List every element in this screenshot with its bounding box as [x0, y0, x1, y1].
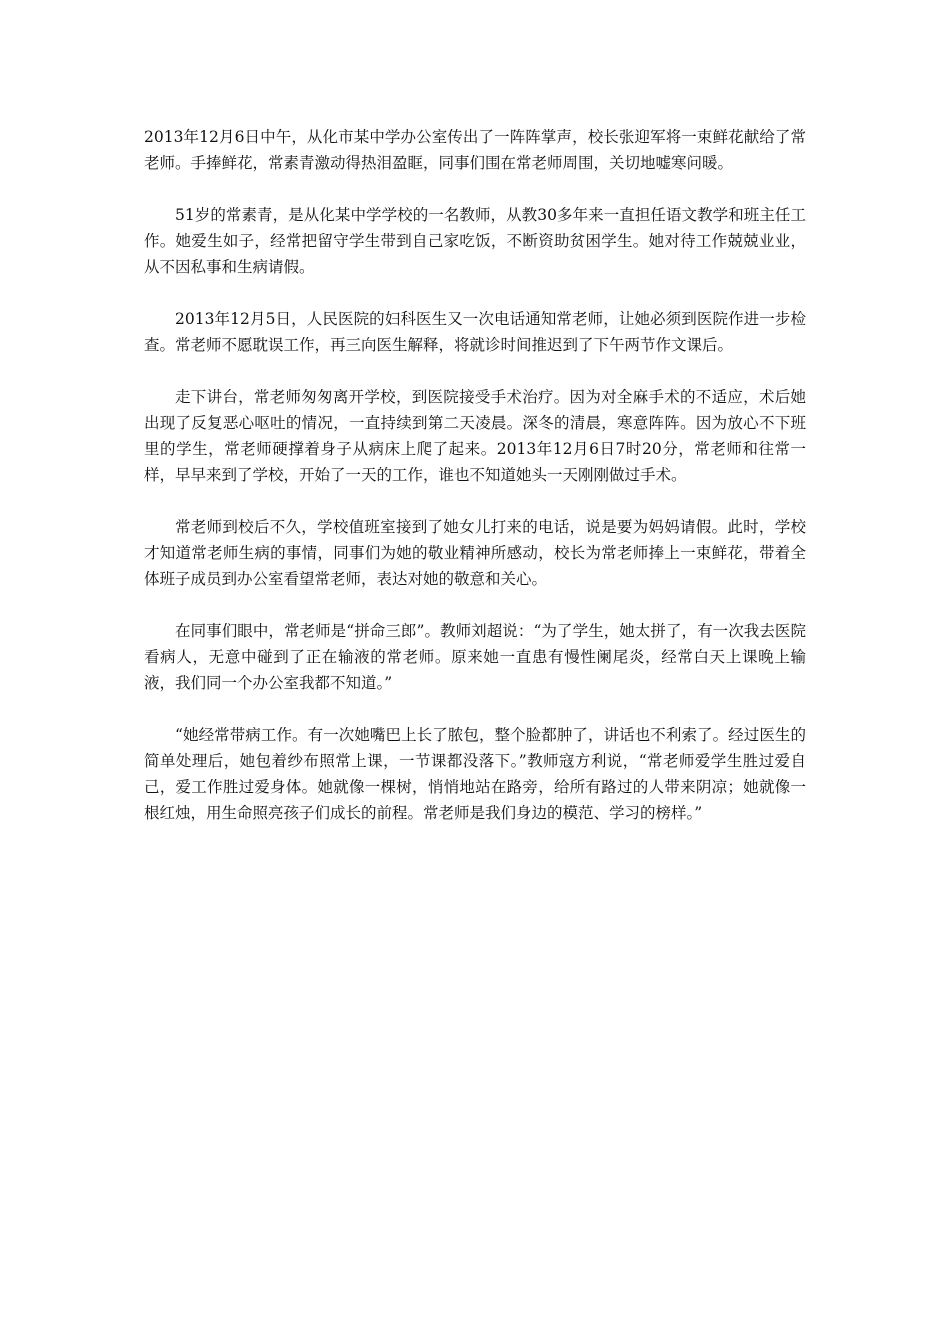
- paragraph-2: 51岁的常素青，是从化某中学学校的一名教师，从教30多年来一直担任语文教学和班主任工作。她爱生如子，经常把留守学生带到自己家吃饭，不断资助贫困学生。她对待工作兢兢业业，从不因私事和生病请假。: [144, 206, 806, 276]
- paragraph-7: “她经常带病工作。有一次她嘴巴上长了脓包，整个脸都肿了，讲话也不利索了。经过医生的简单处理后，她包着纱布照常上课，一节课都没落下。”教师寇方利说，“常老师爱学生胜过爱自己，爱工作胜过爱身体。她就像一棵树，悄悄地站在路旁，给所有路过的人带来阴凉；她就像一根红烛，用生命照亮孩子们成长的前程。常老师是我们身边的模范、学习的榜样。”: [144, 726, 806, 822]
- paragraph-6: 在同事们眼中，常老师是“拼命三郎”。教师刘超说：“为了学生，她太拼了，有一次我去医院看病人，无意中碰到了正在输液的常老师。原来她一直患有慢性阑尾炎，经常白天上课晚上输液，我们同一个办公室我都不知道。”: [144, 622, 806, 692]
- paragraph-1: 2013年12月6日中午，从化市某中学办公室传出了一阵阵掌声，校长张迎军将一束鲜花献给了常老师。手捧鲜花，常素青激动得热泪盈眶，同事们围在常老师周围，关切地嘘寒问暖。: [144, 128, 806, 172]
- paragraph-3: 2013年12月5日，人民医院的妇科医生又一次电话通知常老师，让她必须到医院作进一步检查。常老师不愿耽误工作，再三向医生解释，将就诊时间推迟到了下午两节作文课后。: [144, 310, 806, 354]
- paragraph-5: 常老师到校后不久，学校值班室接到了她女儿打来的电话，说是要为妈妈请假。此时，学校才知道常老师生病的事情，同事们为她的敬业精神所感动，校长为常老师捧上一束鲜花，带着全体班子成员到办公室看望常老师，表达对她的敬意和关心。: [144, 518, 806, 588]
- paragraph-4: 走下讲台，常老师匆匆离开学校，到医院接受手术治疗。因为对全麻手术的不适应，术后她出现了反复恶心呕吐的情况，一直持续到第二天凌晨。深冬的清晨，寒意阵阵。因为放心不下班里的学生，常老师硬撑着身子从病床上爬了起来。2013年12月6日7时20分，常老师和往常一样，早早来到了学校，开始了一天的工作，谁也不知道她头一天刚刚做过手术。: [144, 388, 806, 484]
- document-page: [144, 124, 806, 852]
